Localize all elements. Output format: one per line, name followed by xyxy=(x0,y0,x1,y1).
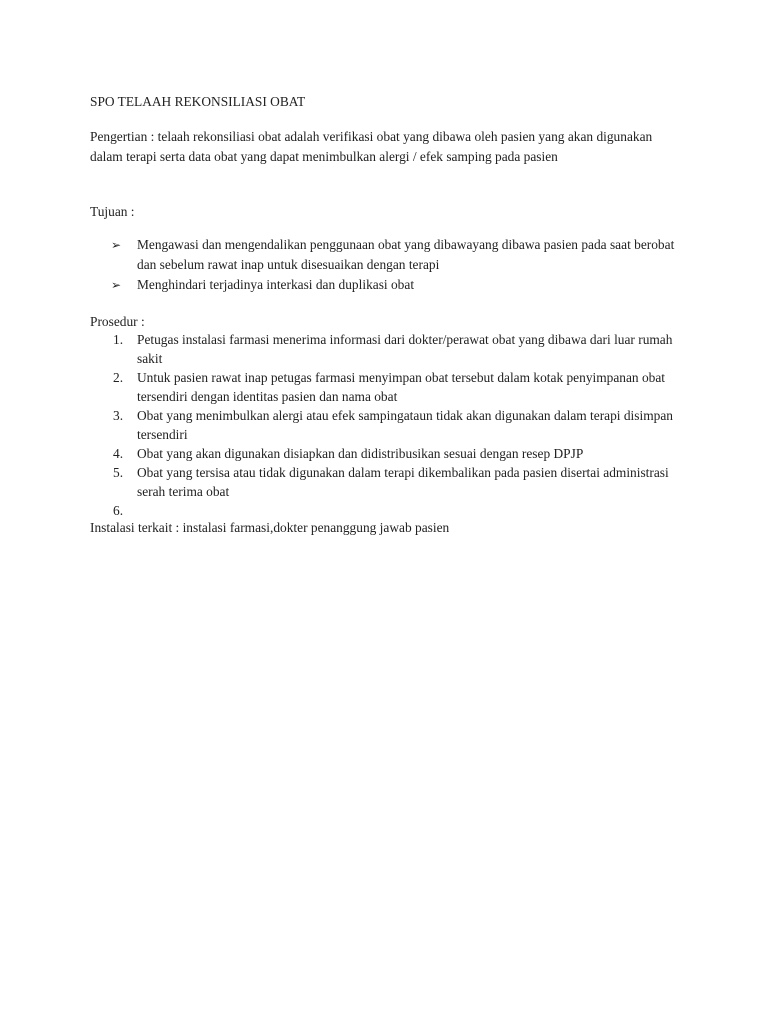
prosedur-item-number: 6. xyxy=(113,503,124,518)
prosedur-item xyxy=(90,406,680,444)
tujuan-item-text: Mengawasi dan mengendalikan penggunaan obat yang dibawayang dibawa pasien pada saat berobat dan sebelum rawat inap untuk disesuaikan dengan terapi xyxy=(137,237,675,272)
prosedur-item-text: Untuk pasien rawat inap petugas farmasi menyimpan obat tersebut dalam kotak penyimpanan obat tersendiri dengan identitas pasien dan nama obat xyxy=(137,370,666,404)
prosedur-label: Prosedur : xyxy=(90,314,145,329)
prosedur-item xyxy=(90,463,680,501)
tujuan-list xyxy=(90,235,680,295)
instalasi-terkait: Instalasi terkait : instalasi farmasi,dokter penanggung jawab pasien xyxy=(90,520,450,535)
prosedur-item-text: Obat yang akan digunakan disiapkan dan didistribusikan sesuai dengan resep DPJP xyxy=(137,446,584,461)
prosedur-item xyxy=(90,368,680,406)
tujuan-item xyxy=(90,235,680,275)
definition-paragraph: Pengertian : telaah rekonsiliasi obat adalah verifikasi obat yang dibawa oleh pasien yang akan digunakan dalam terapi serta data obat yang dapat menimbulkan alergi / efek samping pada pasien xyxy=(90,129,653,164)
prosedur-item-text: Petugas instalasi farmasi menerima informasi dari dokter/perawat obat yang dibawa dari luar rumah sakit xyxy=(137,332,673,366)
tujuan-item-text: Menghindari terjadinya interkasi dan duplikasi obat xyxy=(137,277,415,292)
prosedur-item-number: 3. xyxy=(113,408,124,423)
arrow-bullet-icon: ➢ xyxy=(111,238,122,252)
prosedur-item-number: 1. xyxy=(113,332,124,347)
prosedur-item xyxy=(90,444,680,463)
prosedur-item-text: Obat yang menimbulkan alergi atau efek sampingataun tidak akan digunakan dalam terapi disimpan tersendiri xyxy=(137,408,673,442)
prosedur-item-number: 4. xyxy=(113,446,124,461)
prosedur-item-text: Obat yang tersisa atau tidak digunakan dalam terapi dikembalikan pada pasien disertai administrasi serah terima obat xyxy=(137,465,669,499)
prosedur-list xyxy=(90,330,680,520)
tujuan-label: Tujuan : xyxy=(90,204,135,219)
prosedur-item-number: 5. xyxy=(113,465,124,480)
tujuan-item xyxy=(90,275,680,295)
prosedur-item-text xyxy=(137,503,140,518)
document-title: SPO TELAAH REKONSILIASI OBAT xyxy=(90,94,306,109)
prosedur-item xyxy=(90,330,680,368)
prosedur-item-number: 2. xyxy=(113,370,124,385)
arrow-bullet-icon: ➢ xyxy=(111,278,122,292)
